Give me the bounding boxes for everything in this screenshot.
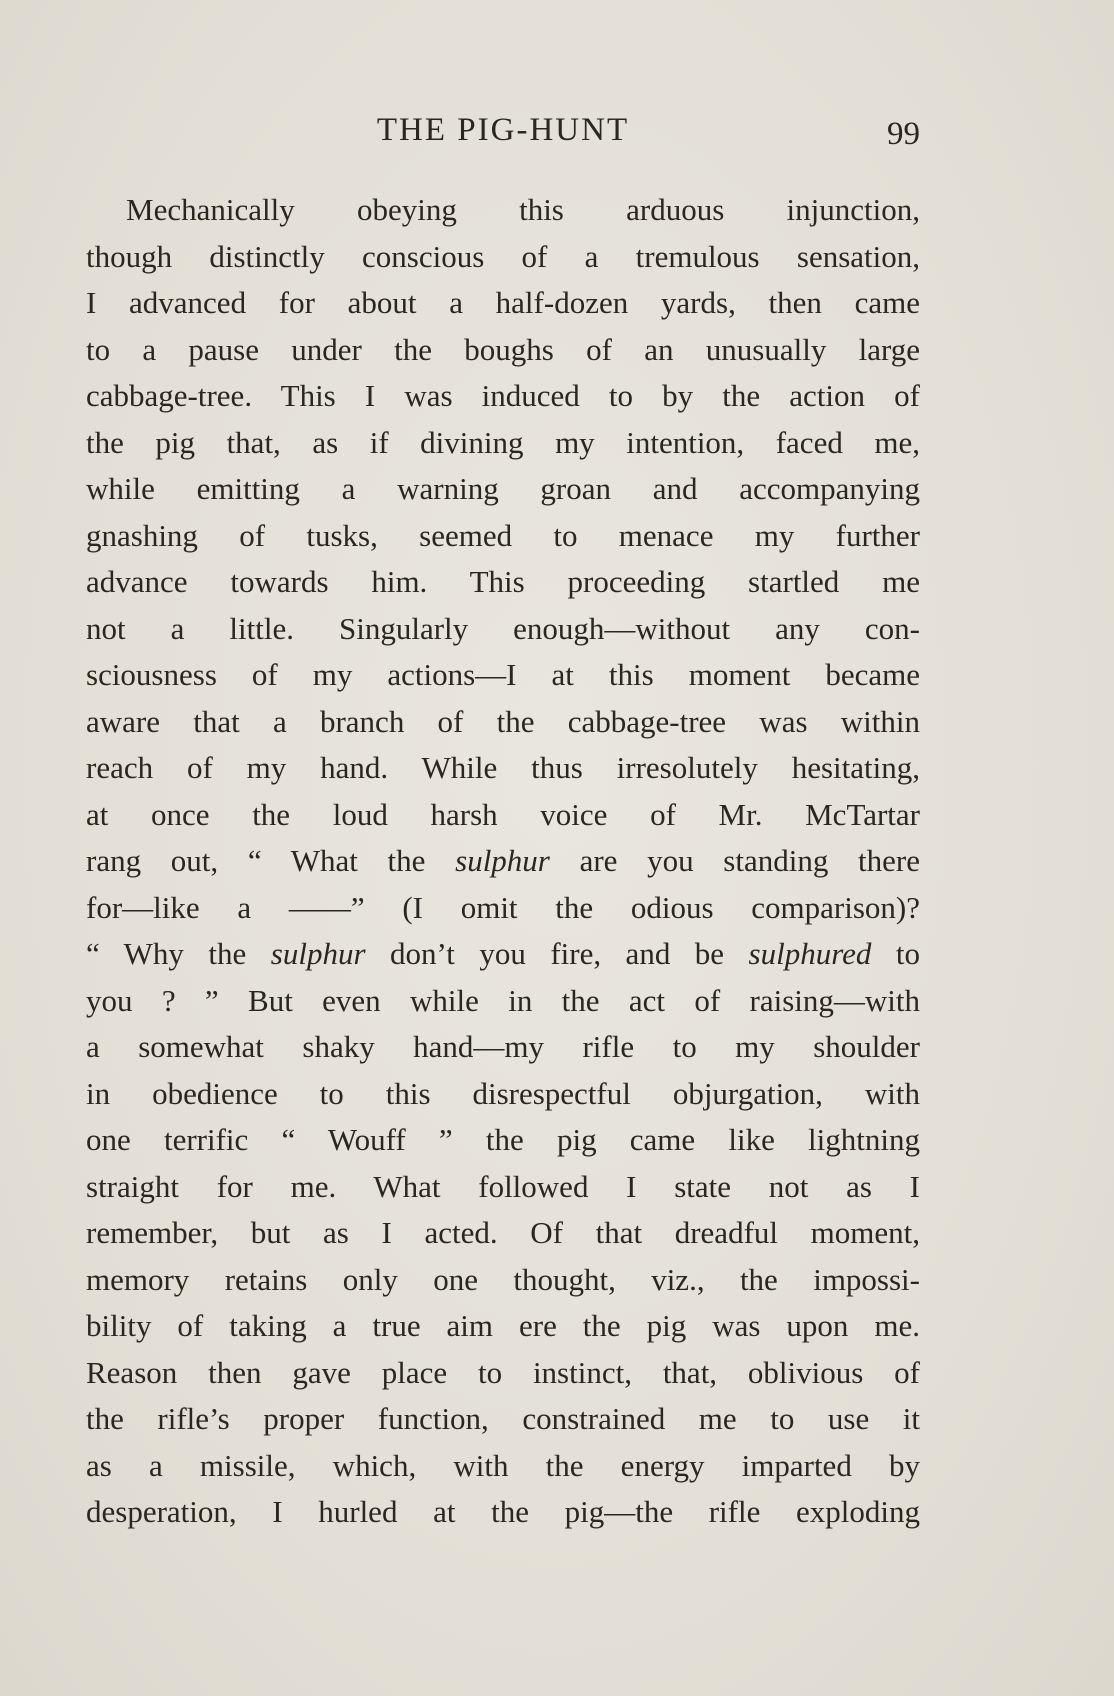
text-line: [86, 1164, 920, 1211]
text-run: Reason then gave place to instinct, that, oblivious of: [86, 1354, 920, 1390]
text-run: straight for me. What followed I state not as I: [86, 1168, 920, 1204]
italic-word: sulphured: [748, 936, 872, 971]
text-line: [86, 1210, 920, 1257]
text-run: a somewhat shaky hand—my rifle to my shoulder: [86, 1029, 920, 1064]
italic-word: sulphur: [455, 843, 550, 878]
text-line: [86, 838, 920, 885]
text-run: while emitting a warning groan and accompanying: [86, 471, 920, 506]
running-head: [86, 108, 920, 152]
body-paragraph: [86, 187, 920, 1536]
text-line: [86, 1257, 920, 1304]
text-line: [86, 792, 920, 839]
chapter-title: THE PIG-HUNT: [376, 112, 630, 148]
text-line: [86, 1396, 920, 1443]
text-line: [86, 513, 920, 560]
text-run: memory retains only one thought, viz., the impossi-: [86, 1261, 920, 1297]
text-run: to a pause under the boughs of an unusually large: [86, 331, 920, 367]
text-line: [86, 1443, 920, 1490]
text-line: [86, 745, 920, 792]
text-line: [86, 559, 920, 606]
text-line: [86, 373, 920, 420]
text-run: rang out, “ What the: [86, 843, 456, 878]
text-run: for—like a ——” (I omit the odious comparison)?: [86, 889, 920, 925]
text-run: remember, but as I acted. Of that dreadful moment,: [86, 1215, 920, 1250]
text-run: Mechanically obeying this arduous injunction,: [126, 192, 920, 227]
text-run: bility of taking a true aim ere the pig was upon me.: [86, 1308, 920, 1343]
text-line: [86, 606, 920, 653]
text-line: [86, 1350, 920, 1397]
text-line: [86, 1071, 920, 1118]
text-line: [86, 466, 920, 513]
text-line: [86, 1489, 920, 1536]
text-run: you ? ” But even while in the act of raising—with: [86, 982, 920, 1018]
text-line: [86, 1117, 920, 1164]
italic-word: sulphur: [270, 936, 366, 971]
text-line: [86, 978, 920, 1025]
text-run: at once the loud harsh voice of Mr. McTartar: [86, 796, 920, 832]
text-line: [86, 280, 920, 327]
text-run: sciousness of my actions—I at this moment became: [86, 657, 920, 692]
text-line: [86, 652, 920, 699]
text-run: as a missile, which, with the energy imparted by: [86, 1447, 920, 1483]
text-line: [86, 1303, 920, 1350]
text-run: not a little. Singularly enough—without any con-: [86, 610, 920, 646]
text-run: are you standing there: [549, 843, 920, 878]
text-line: [86, 1024, 920, 1071]
text-run: the pig that, as if divining my intention, faced me,: [86, 424, 920, 460]
text-run: one terrific “ Wouff ” the pig came like lightning: [86, 1122, 920, 1157]
text-run: reach of my hand. While thus irresolutely hesitating,: [86, 750, 920, 785]
text-line: [86, 699, 920, 746]
text-run: aware that a branch of the cabbage-tree was within: [86, 703, 920, 739]
text-run: advance towards him. This proceeding startled me: [86, 564, 920, 599]
text-line: [86, 234, 920, 281]
text-run: don’t you fire, and be: [365, 936, 749, 971]
text-run: though distinctly conscious of a tremulous sensation,: [86, 238, 920, 274]
page-number: 99: [887, 116, 920, 152]
text-run: gnashing of tusks, seemed to menace my further: [86, 517, 920, 553]
text-run: “ Why the: [86, 936, 271, 971]
text-run: cabbage-tree. This I was induced to by the action of: [86, 378, 920, 413]
text-line: [86, 187, 920, 234]
text-line: [86, 327, 920, 374]
text-run: to: [871, 936, 920, 971]
text-line: [86, 420, 920, 467]
text-run: desperation, I hurled at the pig—the rifle exploding: [86, 1494, 920, 1529]
text-line: [86, 885, 920, 932]
text-run: in obedience to this disrespectful objurgation, with: [86, 1075, 920, 1111]
text-run: the rifle’s proper function, constrained me to use it: [86, 1401, 920, 1436]
text-line: [86, 931, 920, 978]
text-run: I advanced for about a half-dozen yards, then came: [86, 285, 920, 320]
